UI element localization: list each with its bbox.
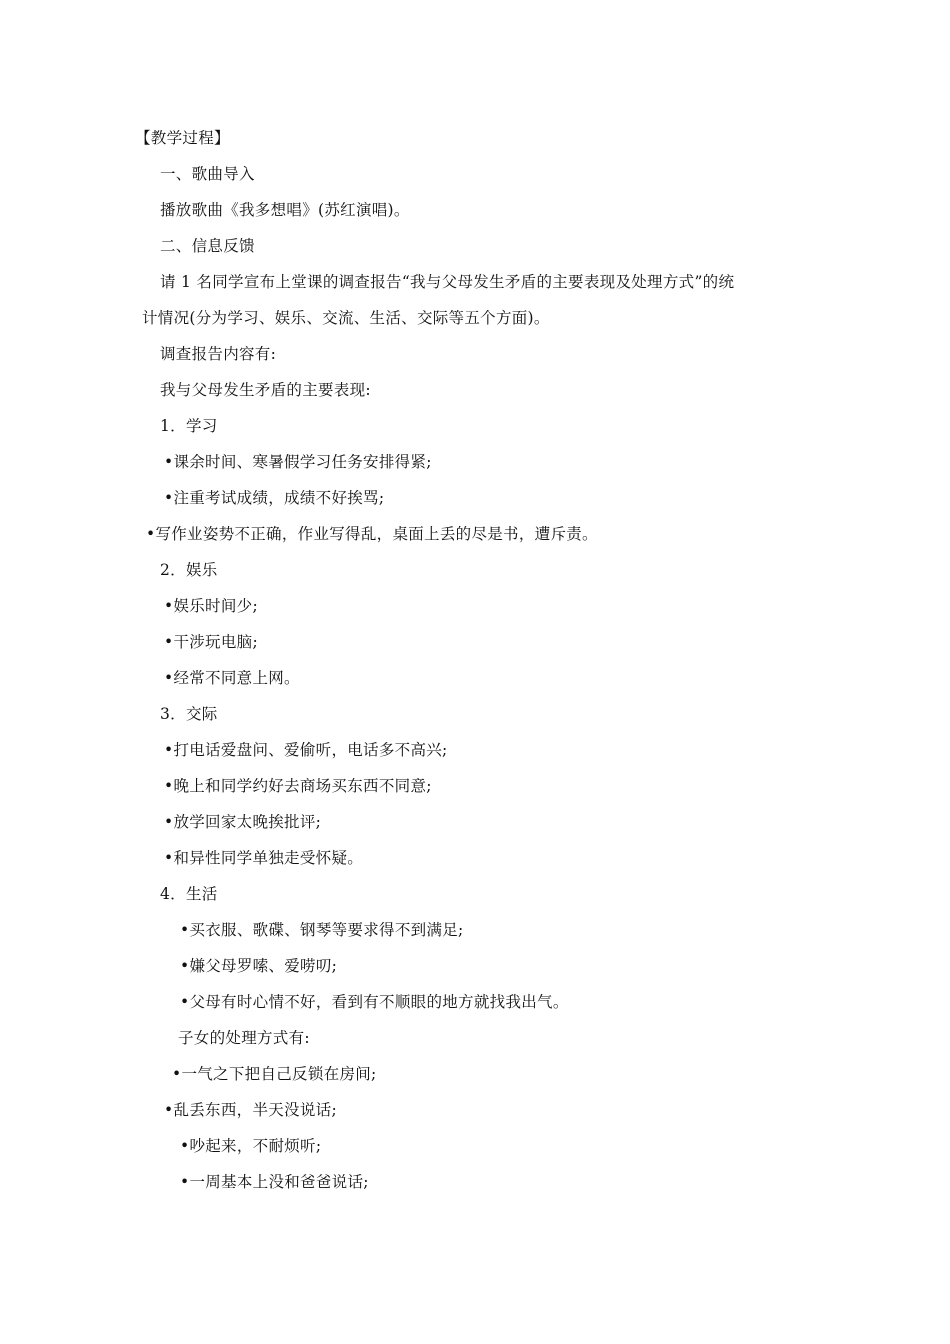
item-2-title: 2．娱乐: [160, 561, 218, 579]
list-item: •乱丢东西，半天没说话;: [164, 1101, 337, 1119]
list-item: •注重考试成绩，成绩不好挨骂;: [164, 489, 385, 507]
list-item: •写作业姿势不正确，作业写得乱，桌面上丢的尽是书，遭斥责。: [146, 525, 598, 543]
section-title-2: 二、信息反馈: [160, 237, 255, 255]
item-1-title: 1．学习: [160, 417, 218, 435]
list-item: •吵起来，不耐烦听;: [180, 1137, 322, 1155]
list-item: •课余时间、寒暑假学习任务安排得紧;: [164, 453, 432, 471]
item-3-title: 3．交际: [160, 705, 218, 723]
section-title-1: 一、歌曲导入: [160, 165, 255, 183]
list-item: •干涉玩电脑;: [164, 633, 258, 651]
list-item: •和异性同学单独走受怀疑。: [164, 849, 364, 867]
list-item: •父母有时心情不好，看到有不顺眼的地方就找我出气。: [180, 993, 569, 1011]
list-item: •打电话爱盘问、爱偷听，电话多不高兴;: [164, 741, 448, 759]
list-item: •嫌父母罗嗦、爱唠叨;: [180, 957, 338, 975]
section-heading: 【教学过程】: [135, 129, 230, 147]
section-1-text: 播放歌曲《我多想唱》(苏红演唱)。: [160, 201, 410, 219]
list-item: •晚上和同学约好去商场买东西不同意;: [164, 777, 432, 795]
list-item: •一气之下把自己反锁在房间;: [172, 1065, 377, 1083]
list-item: •买衣服、歌碟、钢琴等要求得不到满足;: [180, 921, 464, 939]
section-2-text-line-1: 请 1 名同学宣布上堂课的调查报告“我与父母发生矛盾的主要表现及处理方式”的统: [160, 273, 735, 291]
list-item: •放学回家太晚挨批评;: [164, 813, 322, 831]
section-2-text-line-2: 计情况(分为学习、娱乐、交流、生活、交际等五个方面)。: [142, 309, 550, 327]
main-manifestations: 我与父母发生矛盾的主要表现:: [160, 381, 371, 399]
list-item: •经常不同意上网。: [164, 669, 300, 687]
list-item: •娱乐时间少;: [164, 597, 258, 615]
handling-intro: 子女的处理方式有:: [178, 1029, 310, 1047]
list-item: •一周基本上没和爸爸说话;: [180, 1173, 369, 1191]
item-4-title: 4．生活: [160, 885, 218, 903]
report-intro: 调查报告内容有:: [160, 345, 277, 363]
